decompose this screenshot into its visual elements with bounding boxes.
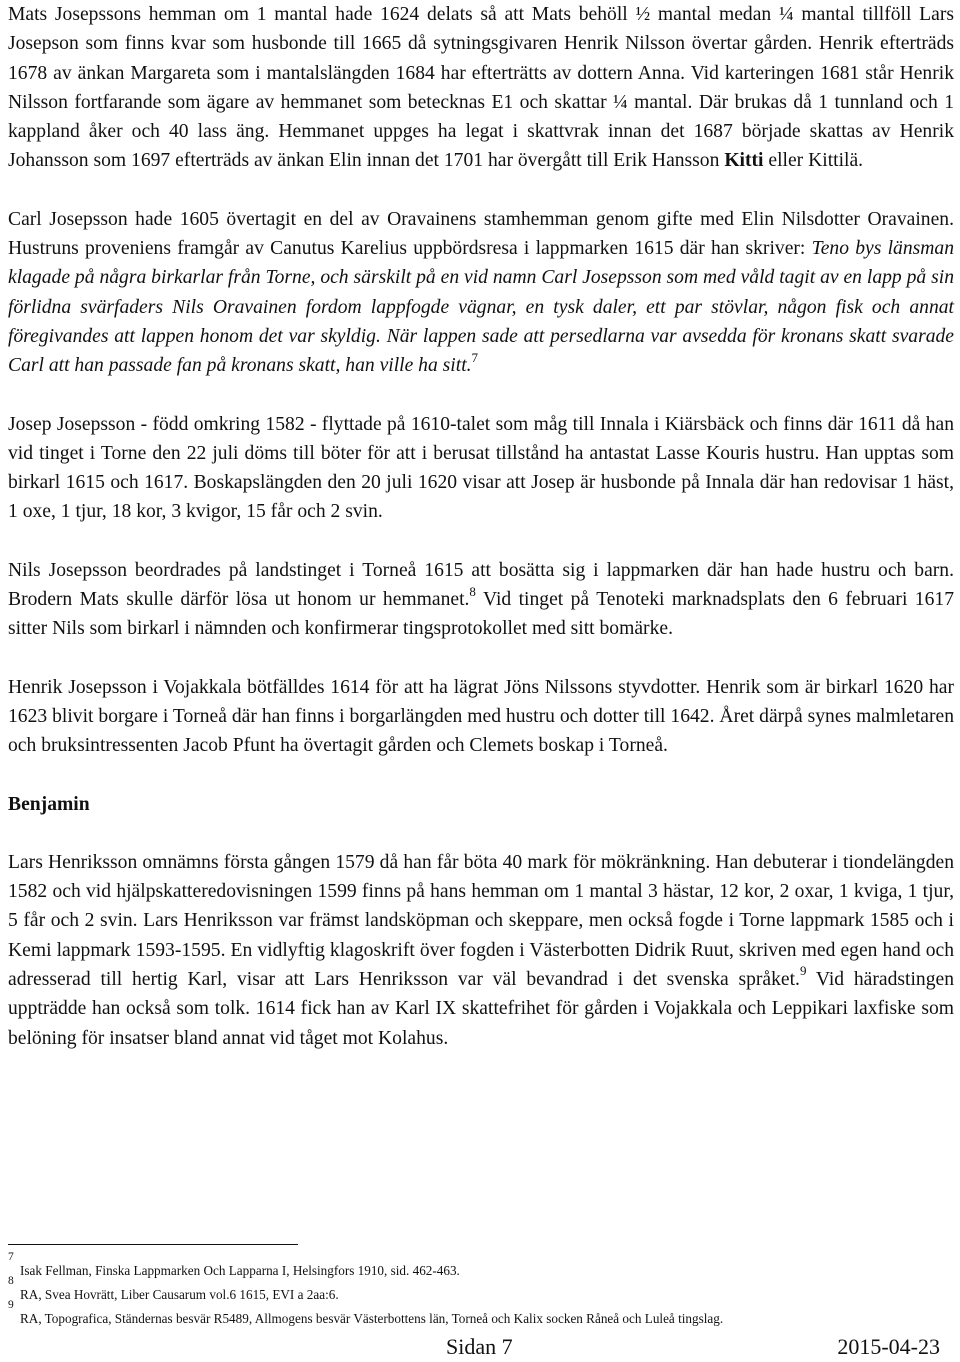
footnote-ref-9[interactable]: 9: [799, 963, 807, 979]
footnote-7: [8, 1251, 954, 1282]
footnote-text: RA, Svea Hovrätt, Liber Causarum vol.6 1615, EVI a 2aa:6.: [20, 1287, 339, 1302]
p1-text-a: Mats Josepssons hemman om 1 mantal hade 1624 delats så att Mats behöll ½ mantal medan ¼ mantal tillföll Lars Josepson som finns kvar som husbonde till 1665 då sytningsgivaren Henrik Nilsson övertar gården. Henrik efterträds 1678 av änkan Margareta som i mantalslängden 1684 har efterträtts av dottern Anna. Vid karteringen 1681 står Henrik Nilsson fortfarande som ägare av hemmanet som betecknas E1 och skattar ¼ mantal. Där brukas då 1 tunnland och 1 kappland åker och 40 lass äng. Hemmanet uppges ha legat i skattvrak innan det 1687 började skattas av Henrik Johansson som 1697 efterträds av änkan Elin innan det 1701 har övergått till Erik Hansson: [8, 4, 954, 172]
paragraph-gap: [8, 381, 954, 410]
p2-quote-a: Teno bys länsman klagade på några birkarlar från Torne, och särskilt på en vid namn Carl Josepsson som med våld tagit av en lapp på sin förlidna svärfaders Nils Oravainen fordom lappfogde vägnar, en tysk daler, ett par stövlar, någon fisk och annat föregivandes att lappen honom det var skyldig.: [8, 238, 954, 347]
paragraph-gap: [8, 644, 954, 673]
paragraph-carl-josepsson: [8, 205, 954, 381]
footnote-9: [8, 1299, 954, 1330]
paragraph-henrik-josepsson: [8, 673, 954, 761]
page-number: Sidan 7: [446, 1334, 513, 1359]
p3-text: Josep Josepsson - född omkring 1582 - flyttade på 1610-talet som måg till Innala i Kiärsbäck och finns där 1611 då han vid tinget i Torne den 22 juli döms till böter för att i berusat tillstånd ha antastat Lasse Kouris hustru. Han upptas som birkarl 1615 och 1617. Boskapslängden den 20 juli 1620 visar att Josep är husbonde på Innala där han redovisar 1 häst, 1 oxe, 1 tjur, 18 kor, 3 kvigor, 15 får och 2 svin.: [8, 413, 954, 523]
p2-text-a: Carl Josepsson hade 1605 övertagit en del av Oravainens stamhemman genom gifte med Elin Nilsdotter Oravainen. Hustruns proveniens framgår av Canutus Karelius uppbördsresa i lappmarken 1615 där han skriver:: [8, 208, 954, 260]
footnote-number: 9: [8, 1299, 14, 1311]
footnotes: [8, 1251, 954, 1330]
p4-text-a: Nils Josepsson beordrades på landstinget i Torneå 1615 att bosätta sig i lappmarken där han hade hustru och barn. Brodern Mats skulle därför lösa ut honom ur hemmanet.: [8, 559, 954, 611]
page-date: 2015-04-23: [837, 1334, 940, 1359]
footnote-number: 7: [8, 1251, 14, 1263]
p6-text-a: Lars Henriksson omnämns första gången 1579 då han får böta 40 mark för mökränkning. Han debuterar i tiondelängden 1582 och vid hjälpskatteredovisningen 1599 finns på hans hemman om 1 mantal 3 hästar, 12 kor, 2 oxar, 1 kviga, 1 tjur, 5 får och 2 svin. Lars Henriksson var främst landsköpman och skeppare, men också fogde i Torne lappmark 1585 och i Kemi lappmark 1593-1595. En vidlyftig klagoskrift över fogden i Västerbotten Didrik Ruut, skriven med egen hand och adresserad till hertig Karl, visar att Lars Henriksson var väl bevandrad i det svenska språket.: [8, 851, 954, 991]
footnote-number: 8: [8, 1275, 14, 1287]
document-page: [8, 0, 954, 1053]
footnote-8: [8, 1275, 954, 1306]
paragraph-gap: [8, 527, 954, 556]
p4-text-b: Vid tinget på Tenoteki marknadsplats den 6 februari 1617 sitter Nils som birkarl i nämnden och konfirmerar tingsprotokollet med sitt bomärke.: [8, 589, 954, 640]
footnote-separator: [8, 1244, 298, 1245]
footnote-ref-8[interactable]: 8: [469, 583, 476, 599]
section-heading-benjamin: Benjamin: [8, 793, 90, 815]
paragraph-gap: [8, 819, 954, 848]
p5-text: Henrik Josepsson i Vojakkala bötfälldes 1614 för att ha lägrat Jöns Nilssons styvdotter. Henrik som är birkarl 1620 har 1623 blivit borgare i Torneå där han finns i borgarlängden med hustru och dotter till 1642. Året därpå synes malmletaren och bruksintressenten Jacob Pfunt ha övertagit gården och Clemets boskap i Torneå.: [8, 676, 954, 757]
p1-bold-kitti: Kitti: [724, 150, 764, 172]
footnote-text: RA, Topografica, Ständernas besvär R5489, Allmogens besvär Västerbottens län, Torneå och Kalix socken Råneå och Luleå tingslag.: [20, 1311, 724, 1326]
p2-quote-b: När lappen sade att persedlarna var avsedda för kronans skatt svarade Carl att han passade fan på kronans skatt, han ville ha sitt.: [8, 325, 954, 377]
paragraph-lars-henriksson: [8, 848, 954, 1053]
paragraph-mats-josepsson: [8, 0, 954, 176]
page-footer: [0, 1334, 954, 1362]
footnote-ref-7[interactable]: 7: [471, 349, 479, 365]
p1-text-b: eller Kittilä.: [763, 150, 864, 172]
p6-text-b: Vid häradstingen uppträdde han också som tolk. 1614 fick han av Karl IX skattefrihet för gården i Vojakkala och Leppikari laxfiske som belöning för insatser bland annat vid tåget mot Kolahus.: [8, 969, 954, 1049]
footnote-text: Isak Fellman, Finska Lappmarken Och Lapparna I, Helsingfors 1910, sid. 462-463.: [20, 1263, 460, 1278]
paragraph-nils-josepsson: [8, 556, 954, 644]
paragraph-gap: [8, 176, 954, 205]
paragraph-gap: [8, 761, 954, 790]
paragraph-josep-josepsson: [8, 410, 954, 527]
